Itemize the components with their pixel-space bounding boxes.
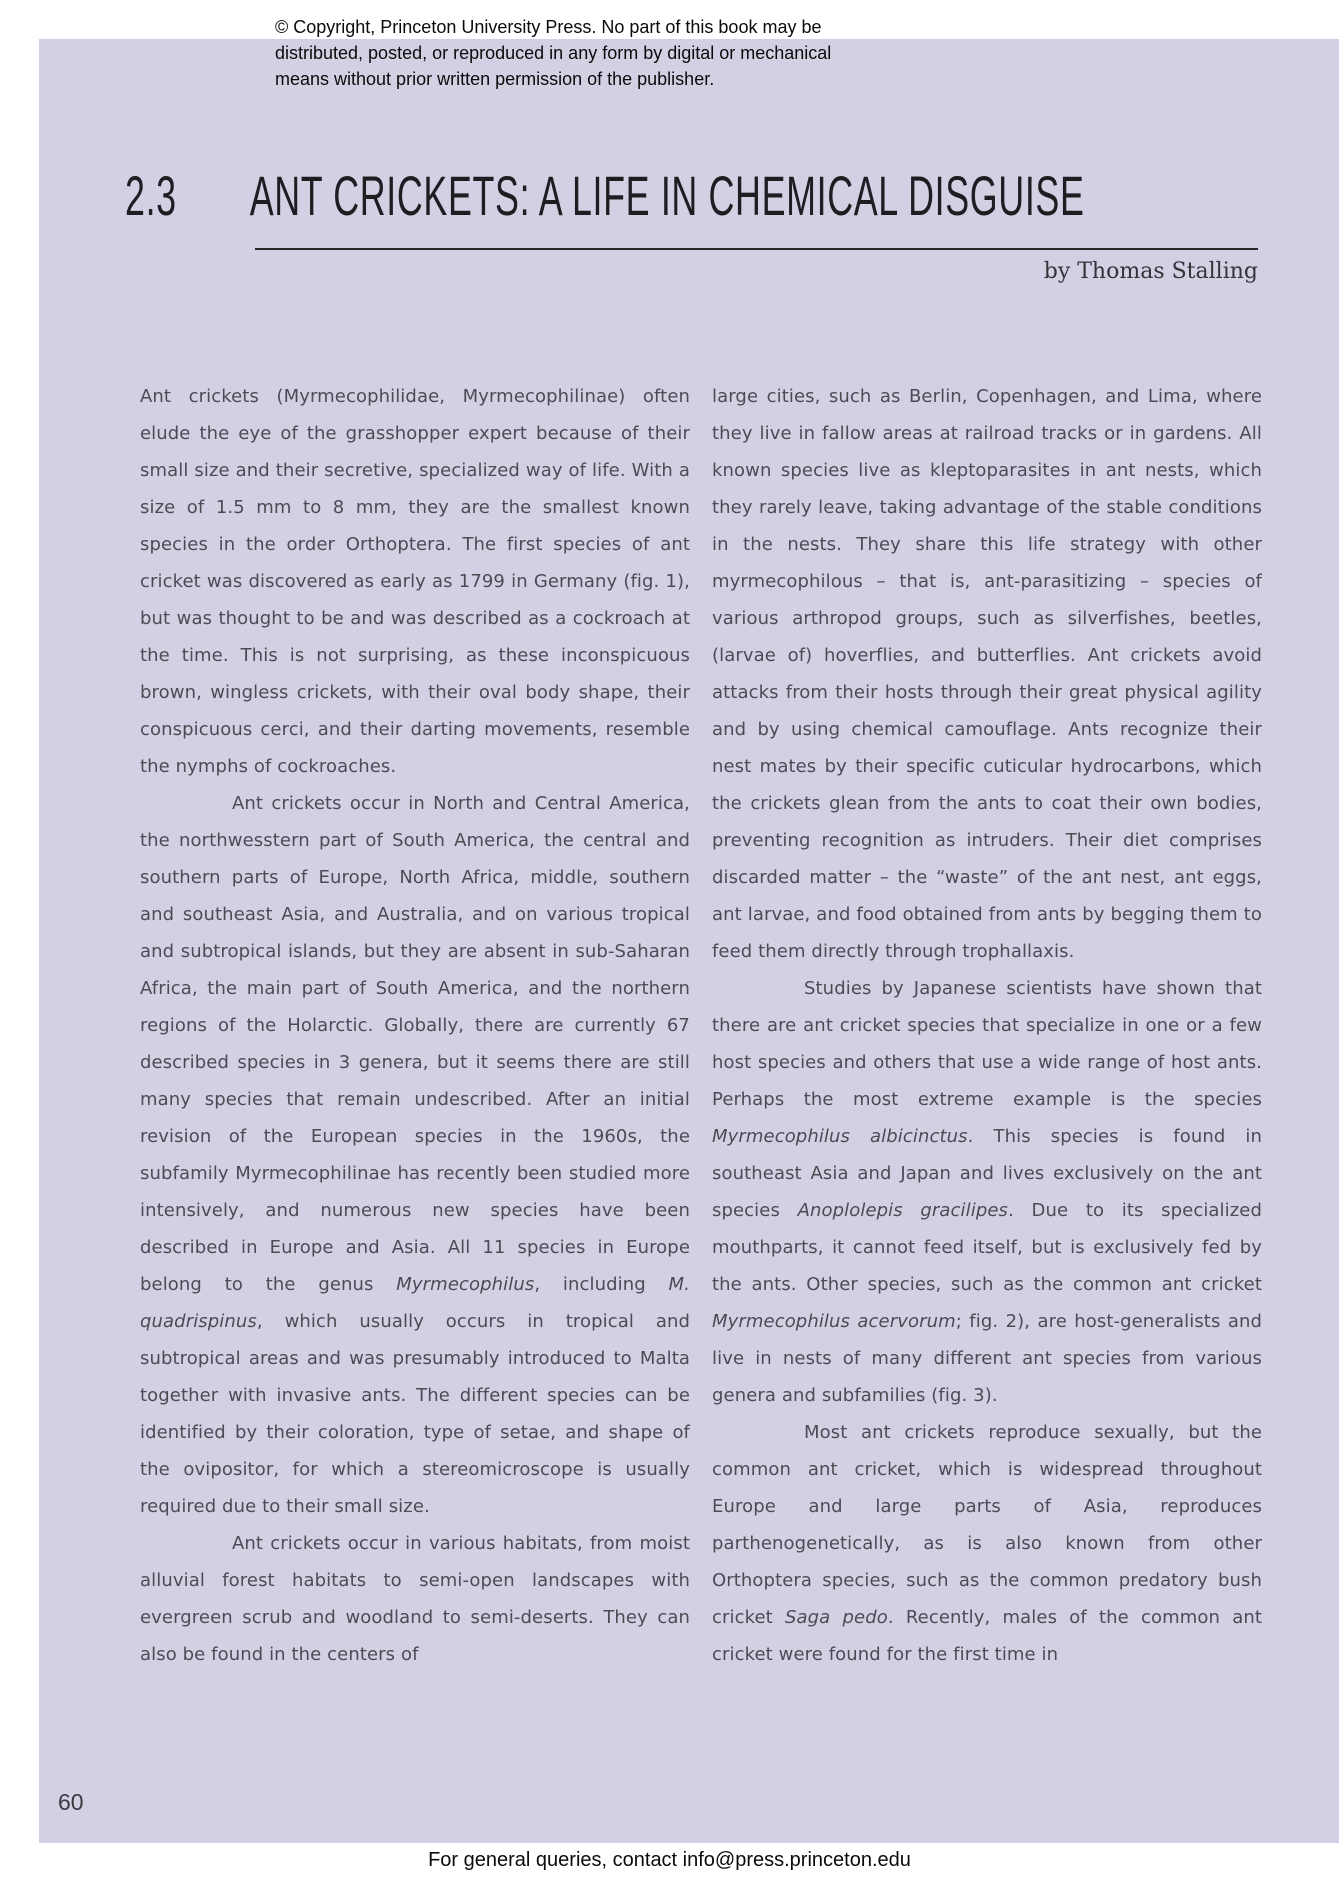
body-paragraph: Ant crickets (Myrmecophilidae, Myrmecophilinae) often elude the eye of the grasshopper expert because of their small size and their secretive, specialized way of life. With a size of 1.5 mm to 8 mm, they are the smallest known species in the order Orthoptera. The first species of ant cricket was discovered as early as 1799 in Germany (fig. 1), but was thought to be and was described as a cockroach at the time. This is not surprising, as these inconspicuous brown, wingless crickets, with their oval body shape, their conspicuous cerci, and their darting movements, resemble the nymphs of cockroaches.	[140, 386, 690, 777]
page-number: 60	[58, 1789, 84, 1815]
body-paragraph: large cities, such as Berlin, Copenhagen, and Lima, where they live in fallow areas at railroad tracks or in gardens. All known species live as kleptoparasites in ant nests, which they rarely leave, taking advantage of the stable conditions in the nests. They share this life strategy with other myrmecophilous – that is, ant-parasitizing – species of various arthropod groups, such as silverfishes, beetles, (larvae of) hoverflies, and butterflies. Ant crickets avoid attacks from their hosts through their great physical agility and by using chemical camouflage. Ants recognize their nest mates by their specific cuticular hydrocarbons, which the crickets glean from the ants to coat their own bodies, preventing recognition as intruders. Their diet comprises discarded matter – the “waste” of the ant nest, ant eggs, ant larvae, and food obtained from ants by begging them to feed them directly through trophallaxis.	[712, 386, 1262, 962]
chapter-heading	[125, 163, 1085, 228]
body-paragraph: Most ant crickets reproduce sexually, but the common ant cricket, which is widespread throughout Europe and large parts of Asia, reproduces parthenogenetically, as is also known from other Orthoptera species, such as the common predatory bush cricket Saga pedo. Recently, males of the common ant cricket were found for the first time in	[712, 1422, 1262, 1665]
article-column-left	[140, 378, 690, 1673]
copyright-line: distributed, posted, or reproduced in any form by digital or mechanical	[275, 43, 832, 63]
content-panel	[39, 39, 1339, 1843]
article-column-right	[712, 378, 1262, 1673]
body-paragraph: Ant crickets occur in North and Central America, the northwesstern part of South America, the central and southern parts of Europe, North Africa, middle, southern and southeast Asia, and Australia, and on various tropical and subtropical islands, but they are absent in sub-Saharan Africa, the main part of South America, and the northern regions of the Holarctic. Globally, there are currently 67 described species in 3 genera, but it seems there are still many species that remain undescribed. After an initial revision of the European species in the 1960s, the subfamily Myrmecophilinae has recently been studied more intensively, and numerous new species have been described in Europe and Asia. All 11 species in Europe belong to the genus Myrmecophilus, including M. quadrispinus, which usually occurs in tropical and subtropical areas and was presumably introduced to Malta together with invasive ants. The different species can be identified by their coloration, type of setae, and shape of the ovipositor, for which a stereomicroscope is usually required due to their small size.	[140, 793, 690, 1517]
copyright-notice	[275, 14, 831, 92]
chapter-number: 2.3	[125, 164, 177, 227]
copyright-line: © Copyright, Princeton University Press. No part of this book may be	[275, 17, 822, 37]
copyright-line: means without prior written permission of the publisher.	[275, 69, 715, 89]
title-divider	[255, 248, 1258, 250]
body-paragraph: Studies by Japanese scientists have shown that there are ant cricket species that specialize in one or a few host species and others that use a wide range of host ants. Perhaps the most extreme example is the species Myrmecophilus albicinctus. This species is found in southeast Asia and Japan and lives exclusively on the ant species Anoplolepis gracilipes. Due to its specialized mouthparts, it cannot feed itself, but is exclusively fed by the ants. Other species, such as the common ant cricket Myrmecophilus acervorum; fig. 2), are host-generalists and live in nests of many different ant species from various genera and subfamilies (fig. 3).	[712, 978, 1263, 1406]
byline: by Thomas Stalling	[1043, 259, 1258, 284]
footer-note: For general queries, contact info@press.princeton.edu	[428, 1849, 911, 1871]
body-paragraph: Ant crickets occur in various habitats, from moist alluvial forest habitats to semi-open landscapes with evergreen scrub and woodland to semi-deserts. They can also be found in the centers of	[140, 1533, 690, 1665]
article-body	[140, 378, 1262, 1673]
chapter-title: ANT CRICKETS: A LIFE IN CHEMICAL DISGUISE	[249, 164, 1085, 227]
